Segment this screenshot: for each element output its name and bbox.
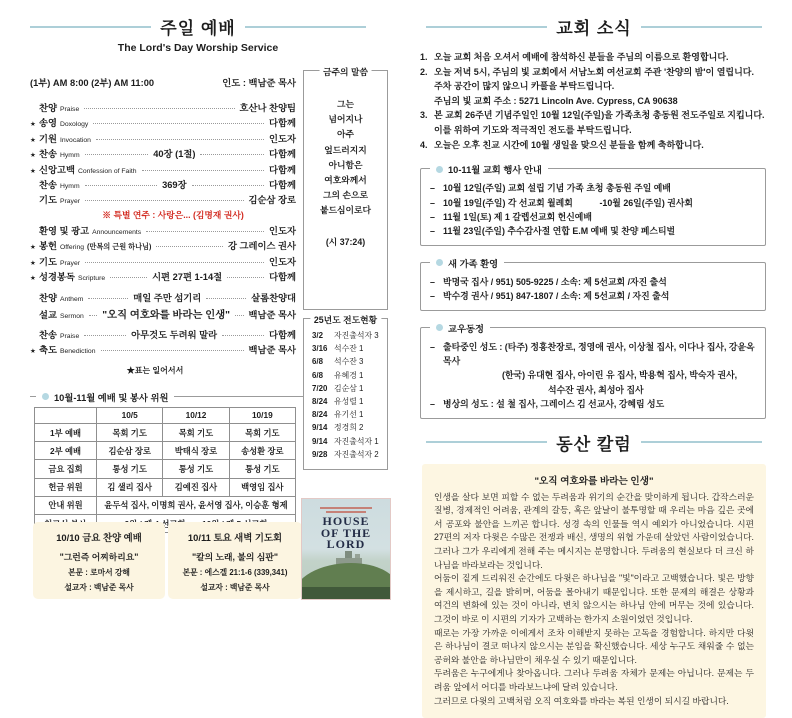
- entry-name: 정경희 2: [334, 423, 364, 433]
- dotted-leader: [227, 277, 264, 278]
- new-family-item: [430, 275, 756, 289]
- friday-praise-preacher: 설교자 : 백남준 목사: [64, 583, 134, 592]
- entry-date: 8/24: [312, 397, 328, 407]
- news-page: [396, 0, 792, 706]
- order-row: [30, 192, 296, 207]
- worship-page-subtitle: The Lord's Day Worship Service: [117, 42, 279, 54]
- entry-name: 자진출석자 2: [334, 449, 379, 459]
- stand-star: ★: [30, 348, 36, 356]
- new-family-text: 박수경 권사 / 951) 847-1807 / 소속: 제 5선교회 / 자진 출석: [443, 291, 670, 302]
- notice-list: [420, 50, 768, 152]
- order-right: 다함께: [269, 271, 297, 282]
- news-page-title: 교회 소식: [556, 19, 632, 38]
- order-label-eng: Scripture: [77, 274, 106, 282]
- entry-date: 9/14: [312, 423, 328, 433]
- dotted-leader: [84, 108, 234, 109]
- sick-members-item: [430, 397, 756, 411]
- member-news-box: [420, 323, 766, 419]
- evangelism-entry: [312, 395, 383, 408]
- dotted-leader: [96, 139, 264, 140]
- order-note: (만복의 근원 하나님): [87, 242, 152, 252]
- entry-name: 자진출석자 3: [334, 331, 379, 340]
- order-label-eng: Praise: [59, 106, 80, 113]
- order-row: [30, 146, 296, 161]
- order-label: 찬양: [39, 103, 57, 113]
- notice-number: 3.: [420, 110, 428, 121]
- order-label-eng: Prayer: [59, 259, 80, 267]
- poster-title-line: LORD: [326, 537, 366, 551]
- volunteer-table-title: 10월-11월 예배 및 봉사 위원: [54, 392, 169, 403]
- table-cell: 통성 기도: [163, 460, 229, 478]
- entry-date: 8/24: [312, 410, 328, 420]
- away-members-line2: [502, 368, 756, 382]
- column-paragraph: 때로는 가장 가까운 이에게서 조차 이해받지 못하는 고독을 경험합니다. 하지만 다윗은 하나님이 결코 떠나지 않으시는 분임을 확신했습니다. 세상 누구도 채워줄 수 없는 공허와 불안을 하나님만이 채우실 수 있기 때문입니다.: [434, 627, 754, 665]
- notice-item: [420, 50, 768, 65]
- entry-name: 자진출석자 1: [334, 436, 379, 446]
- member-news-title: 교우동정: [448, 323, 484, 334]
- entry-date: 9/28: [312, 449, 328, 459]
- notice-line: 주차 공간이 많지 않으니 카풀을 부탁드립니다.: [434, 81, 615, 92]
- header-line-left: [426, 441, 547, 443]
- item-dash: –: [430, 341, 435, 352]
- friday-praise-box: [33, 522, 165, 599]
- away-members-line: 출타중인 성도 : (타주) 정홍찬장로, 정영애 권사, 이상철 집사, 이다나 집사, 강윤옥 목사: [443, 341, 755, 366]
- table-header-cell: [35, 407, 97, 423]
- order-right: 다함께: [269, 118, 296, 129]
- order-label: 기도: [39, 256, 57, 267]
- verse-line: 넘어지나: [328, 114, 363, 125]
- event-item: [430, 224, 756, 238]
- order-center: 369장: [162, 179, 187, 190]
- poster-title-line: HOUSE: [322, 514, 370, 528]
- evangelism-list: [304, 319, 387, 461]
- header-line-right: [641, 26, 762, 28]
- friday-praise-sermon: "그런즉 어찌하리요": [59, 552, 139, 562]
- order-label-eng: Confession of Faith: [77, 167, 137, 175]
- order-label: 찬양: [39, 293, 57, 304]
- volunteer-table: [34, 407, 296, 533]
- weekly-verse-box: [303, 67, 388, 310]
- table-cell: 통성 기도: [97, 460, 163, 478]
- worship-page-title: 주일 예배: [160, 19, 236, 38]
- column-paragraph: 두려움은 누구에게나 찾아옵니다. 그러나 두려움 자체가 문제는 아닙니다. 문제는 두려움 앞에서 어디를 바라보느냐에 달려 있습니다.: [434, 668, 754, 692]
- table-cell: 목회 기도: [229, 424, 295, 442]
- order-right: 인도자: [269, 225, 296, 236]
- header-line-left: [426, 26, 547, 28]
- entry-date: 9/14: [312, 436, 328, 446]
- entry-name: 유혜경 1: [334, 370, 364, 380]
- verse-line: 아니함은: [328, 159, 363, 170]
- notice-number: 4.: [420, 139, 428, 150]
- item-dash: –: [430, 291, 435, 302]
- order-right: 백남준 목사: [248, 345, 296, 356]
- order-label: 성경봉독: [39, 271, 75, 282]
- new-family-title: 새 가족 환영: [448, 258, 499, 269]
- worship-page: [0, 0, 396, 612]
- order-label: 기원: [39, 133, 57, 144]
- events-box: [420, 165, 766, 246]
- evangelism-entry: [312, 342, 383, 355]
- stand-star: ★: [30, 259, 36, 267]
- stand-star: ★: [30, 244, 36, 252]
- table-cell: 목회 기도: [163, 424, 229, 442]
- service-leader: 인도 : 백남준 목사: [222, 78, 296, 88]
- friday-praise-text: 본문 : 로마서 강해: [68, 568, 130, 577]
- order-row: [30, 342, 296, 357]
- item-dash: –: [430, 226, 435, 237]
- sermon-title: "오직 여호와를 바라는 인생": [102, 309, 231, 321]
- away-members-line3: [548, 383, 756, 397]
- notice-line: 주님의 빛 교회 주소 : 5271 Lincoln Ave. Cypress, CA 90638: [434, 95, 678, 106]
- table-cell: 1부 예배: [35, 424, 97, 442]
- order-right: 인도자: [269, 133, 296, 144]
- new-family-box: [420, 258, 766, 311]
- house-of-the-lord-poster: [301, 498, 391, 600]
- away-members-line: 석수잔 권사, 최성아 집사: [548, 384, 644, 395]
- order-row: [30, 238, 296, 253]
- entry-name: 석수잔 1: [334, 344, 364, 354]
- notice-item: [420, 138, 768, 153]
- table-row: [35, 460, 296, 478]
- stand-star: ★: [30, 152, 36, 160]
- table-cell: 김 샐리 집사: [97, 478, 163, 496]
- notice-line: 이를 위하여 기도와 적극적인 전도를 부탁드립니다.: [434, 124, 632, 135]
- table-row: [35, 442, 296, 460]
- entry-name: 석수잔 3: [334, 357, 364, 367]
- table-cell: 헌금 위원: [35, 478, 97, 496]
- order-label-eng: Hymm: [59, 182, 80, 190]
- order-right: 다함께: [269, 330, 296, 341]
- entry-name: 유기선 1: [334, 410, 364, 420]
- dotted-leader: [110, 277, 147, 278]
- dotted-leader: [93, 123, 264, 124]
- order-right: 다함께: [269, 179, 296, 190]
- table-cell: 안내 위원: [35, 496, 97, 514]
- order-center: 시편 27편 1-14절: [152, 271, 223, 282]
- verse-line: 아주: [337, 129, 354, 140]
- notice-item: [420, 108, 768, 137]
- order-label: 찬송: [39, 179, 57, 190]
- notice-number: 2.: [420, 66, 428, 77]
- notice-line: 오늘 저녁 5시, 주님의 빛 교회에서 서남노회 여선교회 주관 '찬양의 밤'이 열립니다.: [434, 66, 755, 77]
- order-row: [30, 269, 296, 284]
- away-members-item: [430, 340, 756, 369]
- order-label-eng: Hymm: [59, 152, 80, 160]
- table-cell: 금요 집회: [35, 460, 97, 478]
- dotted-leader: [206, 298, 246, 299]
- order-center: 40장 (1절): [153, 149, 196, 160]
- entry-date: 6/8: [312, 370, 323, 380]
- table-header-row: [35, 407, 296, 423]
- item-dash: –: [430, 399, 435, 410]
- saturday-dawn-title: 10/11 토요 새벽 기도회: [187, 532, 283, 543]
- stand-note: ★표는 일어서서: [126, 365, 184, 375]
- poster-title: [302, 516, 390, 551]
- order-label-eng: Sermon: [59, 312, 84, 320]
- verse-reference: (시 37:24): [325, 236, 366, 247]
- dotted-leader: [85, 185, 157, 186]
- verse-line: 여호와께서: [324, 175, 367, 186]
- bullet-dot-icon: [436, 259, 443, 266]
- order-label: 설교: [39, 309, 57, 320]
- bullet-dot-icon: [42, 393, 49, 400]
- weekly-verse-text: [304, 97, 387, 219]
- evangelism-entry: [312, 448, 383, 461]
- notice-line: 오늘 교회 처음 오셔서 예배에 참석하신 분들을 주님의 이름으로 환영합니다.: [434, 52, 729, 62]
- item-dash: –: [430, 197, 435, 208]
- dotted-leader: [192, 185, 264, 186]
- order-row: [30, 223, 296, 238]
- dotted-leader: [88, 298, 128, 299]
- stand-star: ★: [30, 136, 36, 144]
- poster-decor-line: [326, 511, 366, 513]
- table-cell: 2부 예배: [35, 442, 97, 460]
- header-line-left: [30, 26, 151, 28]
- table-cell: 김순삼 장로: [97, 442, 163, 460]
- special-performance-note: ※ 특별 연주 : 사랑은... (김명재 권사): [102, 209, 244, 220]
- order-row: [30, 327, 296, 342]
- table-header-cell: 10/12: [163, 407, 229, 423]
- dotted-leader: [200, 154, 264, 155]
- order-right: 인도자: [269, 256, 296, 267]
- hill-shadow: [302, 587, 390, 599]
- order-right: 다함께: [269, 149, 296, 160]
- item-dash: –: [430, 276, 435, 287]
- order-right: 백남준 목사: [248, 309, 297, 320]
- column-heading: "오직 여호와를 바라는 인생": [534, 475, 654, 487]
- dotted-leader: [85, 262, 264, 263]
- order-label: 찬송: [39, 330, 57, 341]
- order-label: 봉헌: [39, 241, 57, 252]
- dotted-leader: [156, 246, 223, 247]
- order-label: 송영: [39, 118, 57, 129]
- order-label-eng: Invocation: [59, 136, 91, 144]
- order-label-eng: Anthem: [59, 296, 84, 304]
- order-label: 찬송: [39, 149, 57, 160]
- dotted-leader: [146, 231, 264, 232]
- dotted-leader: [142, 170, 265, 171]
- saturday-dawn-sermon: "칼의 노래, 불의 심판": [191, 552, 279, 562]
- order-label-eng: Doxology: [59, 121, 89, 129]
- order-row: [30, 177, 296, 192]
- order-label: 신앙고백: [39, 164, 75, 175]
- entry-date: 6/8: [312, 357, 323, 367]
- table-cell: 목회 기도: [97, 424, 163, 442]
- dotted-leader: [235, 315, 243, 316]
- notice-line: 오늘은 오후 친교 시간에 10월 생일을 맞으신 분들을 함께 축하합니다.: [434, 139, 704, 150]
- notice-item: [420, 65, 768, 109]
- stand-star: ★: [30, 121, 36, 129]
- order-right: 다함께: [269, 164, 296, 175]
- order-label-eng: Benediction: [59, 348, 96, 356]
- evangelism-entry: [312, 435, 383, 448]
- verse-line: 그의 손으로: [323, 190, 368, 201]
- evangelism-status-box: [303, 315, 388, 470]
- order-right: 강 그레이스 권사: [227, 241, 296, 252]
- table-cell: 송성환 장로: [229, 442, 295, 460]
- news-header: [426, 14, 762, 39]
- poster-title-line: OF THE: [320, 525, 372, 540]
- table-row: [35, 424, 296, 442]
- evangelism-status-title: 25년도 전도현황: [310, 313, 381, 326]
- order-row: [30, 115, 296, 130]
- order-label: 환영 및 광고: [39, 225, 90, 236]
- event-text: 10월 19일(주일) 각 선교회 월례회 -10월 26일(주일) 권사회: [443, 197, 693, 208]
- evangelism-entry: [312, 408, 383, 421]
- events-box-title: 10-11월 교회 행사 안내: [448, 165, 542, 176]
- order-row: [30, 290, 296, 305]
- item-dash: –: [430, 183, 435, 194]
- entry-name: 유성렬 1: [334, 397, 364, 407]
- table-row: [35, 478, 296, 496]
- header-line-right: [245, 26, 366, 28]
- order-label-eng: Prayer: [59, 198, 80, 206]
- notice-number: 1.: [420, 52, 428, 62]
- dotted-leader: [84, 335, 126, 336]
- table-cell: 김예진 집사: [163, 478, 229, 496]
- worship-header: [30, 14, 366, 39]
- order-row: [30, 254, 296, 269]
- table-cell-span: 윤두석 집사, 이명희 권사, 윤서영 집사, 이승훈 형제: [97, 496, 296, 514]
- event-item: [430, 196, 756, 210]
- column-paragraph: 인생을 살다 보면 피할 수 없는 두려움과 위기의 순간을 맞이하게 됩니다. 갑작스러운 질병, 경제적인 어려움, 관계의 갈등, 혹은 앞날이 불투명할 때 우리는 마음 깊은 곳에서 공포와 불안을 느끼곤 합니다. 성경 속의 인물들 역시 예외가 아니었습니다. 시편 27편의 저자 다윗은 수많은 전쟁과 배신, 생명의 위협 가운데 살았던 사람이었습니다. 그러나 그가 우리에게 전해 주는 메시지는 분명합니다. 두려움의 현실보다 더 크신 하나님을 바라보라는 것입니다.: [434, 491, 754, 570]
- item-dash: –: [430, 211, 435, 222]
- evangelism-entry: [312, 329, 383, 342]
- service-info-row: [30, 75, 296, 89]
- away-members-line: (한국) 유대현 집사, 아이린 유 집사, 박용혁 집사, 박숙자 권사,: [502, 370, 738, 381]
- event-item: [430, 181, 756, 195]
- column-title: 동산 칼럼: [556, 434, 632, 454]
- event-text: 11월 23일(주일) 추수감사절 연합 E.M 예배 및 찬양 페스티벌: [443, 226, 676, 237]
- order-label: 축도: [39, 345, 57, 356]
- column-body: [422, 464, 766, 718]
- stand-star: ★: [30, 167, 36, 175]
- worship-order-list: [30, 100, 296, 376]
- order-row: [30, 131, 296, 146]
- table-cell: 백영임 집사: [229, 478, 295, 496]
- order-label-eng: Announcements: [92, 228, 142, 236]
- bullet-dot-icon: [436, 324, 443, 331]
- column-paragraph: 그러므로 다윗의 고백처럼 오직 여호와를 바라는 복된 인생이 되시길 바랍니다.: [434, 695, 729, 706]
- table-header-cell: 10/5: [97, 407, 163, 423]
- order-right: 김순삼 장로: [248, 195, 296, 206]
- table-header-cell: 10/19: [229, 407, 295, 423]
- event-text: 11월 1일(토) 제 1 갈렙선교회 헌신예배: [443, 211, 592, 222]
- dotted-leader: [222, 335, 264, 336]
- entry-date: 7/20: [312, 383, 328, 393]
- order-label-eng: Praise: [59, 333, 80, 341]
- evangelism-entry: [312, 382, 383, 395]
- new-family-text: 박명국 집사 / 951) 505-9225 / 소속: 제 5선교회 /자진 출석: [443, 276, 667, 287]
- evangelism-entry: [312, 421, 383, 434]
- saturday-dawn-preacher: 설교자 : 백남준 목사: [200, 583, 270, 592]
- service-times: (1부) AM 8:00 (2부) AM 11:00: [30, 78, 155, 88]
- dotted-leader: [85, 200, 244, 201]
- event-item: [430, 210, 756, 224]
- new-family-item: [430, 289, 756, 303]
- saturday-dawn-text: 본문 : 에스겔 21:1-6 (339,341): [182, 568, 288, 577]
- evangelism-entry: [312, 369, 383, 382]
- verse-line: 붙드심이로다: [320, 205, 371, 216]
- header-line-right: [641, 441, 762, 443]
- poster-decor-line: [320, 507, 372, 509]
- entry-date: 3/16: [312, 344, 328, 354]
- event-text: 10월 12일(주일) 교회 설립 기념 가족 초청 총동원 주일 예배: [443, 183, 671, 194]
- order-center: 매일 주만 섬기리: [133, 293, 202, 304]
- order-center: 아무것도 두려워 말라: [131, 330, 218, 341]
- friday-praise-title: 10/10 금요 찬양 예배: [56, 532, 142, 543]
- order-label-eng: Offering: [59, 244, 85, 252]
- evangelism-entry: [312, 355, 383, 368]
- saturday-dawn-box: [168, 522, 302, 599]
- column-header: [426, 430, 762, 455]
- order-row: [30, 162, 296, 177]
- bullet-dot-icon: [436, 166, 443, 173]
- order-right: 호산나 찬양팀: [239, 103, 296, 113]
- dotted-leader: [89, 315, 97, 316]
- entry-name: 김순삼 1: [334, 383, 364, 393]
- table-cell: 박태식 장로: [163, 442, 229, 460]
- dotted-leader: [101, 350, 244, 351]
- column-paragraph: 어둠이 짙게 드리워진 순간에도 다윗은 하나님을 "빛"이라고 고백했습니다. 빛은 방향을 제시하고, 길을 밝히며, 어둠을 몰아내기 때문입니다. 또한 문제의 해결은 상황과 여건의 변화에 있는 것이 아니라, 변치 않으시는 하나님 안에 머무는 것에 있습니다. 그것이 바로 이 시편의 기자가 고백하는 한가지 소원이었던 것입니다.: [434, 573, 754, 624]
- verse-line: 엎드러지지: [324, 144, 367, 155]
- verse-line: 그는: [337, 99, 354, 109]
- order-right: 살롬찬양대: [251, 293, 297, 304]
- notice-line: 본 교회 26주년 기념주일인 10월 12일(주일)을 가족초청 총동원 전도주일로 지킵니다.: [434, 110, 765, 121]
- table-row: [35, 496, 296, 514]
- stand-star: ★: [30, 274, 36, 282]
- sick-members-line: 병상의 성도 : 설 철 집사, 그레이스 김 선교사, 강혜림 성도: [443, 399, 665, 410]
- dotted-leader: [85, 154, 149, 155]
- order-row-sermon: [30, 306, 296, 321]
- entry-date: 3/2: [312, 331, 323, 340]
- weekly-verse-title: 금주의 말씀: [319, 65, 372, 78]
- order-row: [30, 100, 296, 115]
- table-cell: 통성 기도: [229, 460, 295, 478]
- order-label: 기도: [39, 195, 57, 206]
